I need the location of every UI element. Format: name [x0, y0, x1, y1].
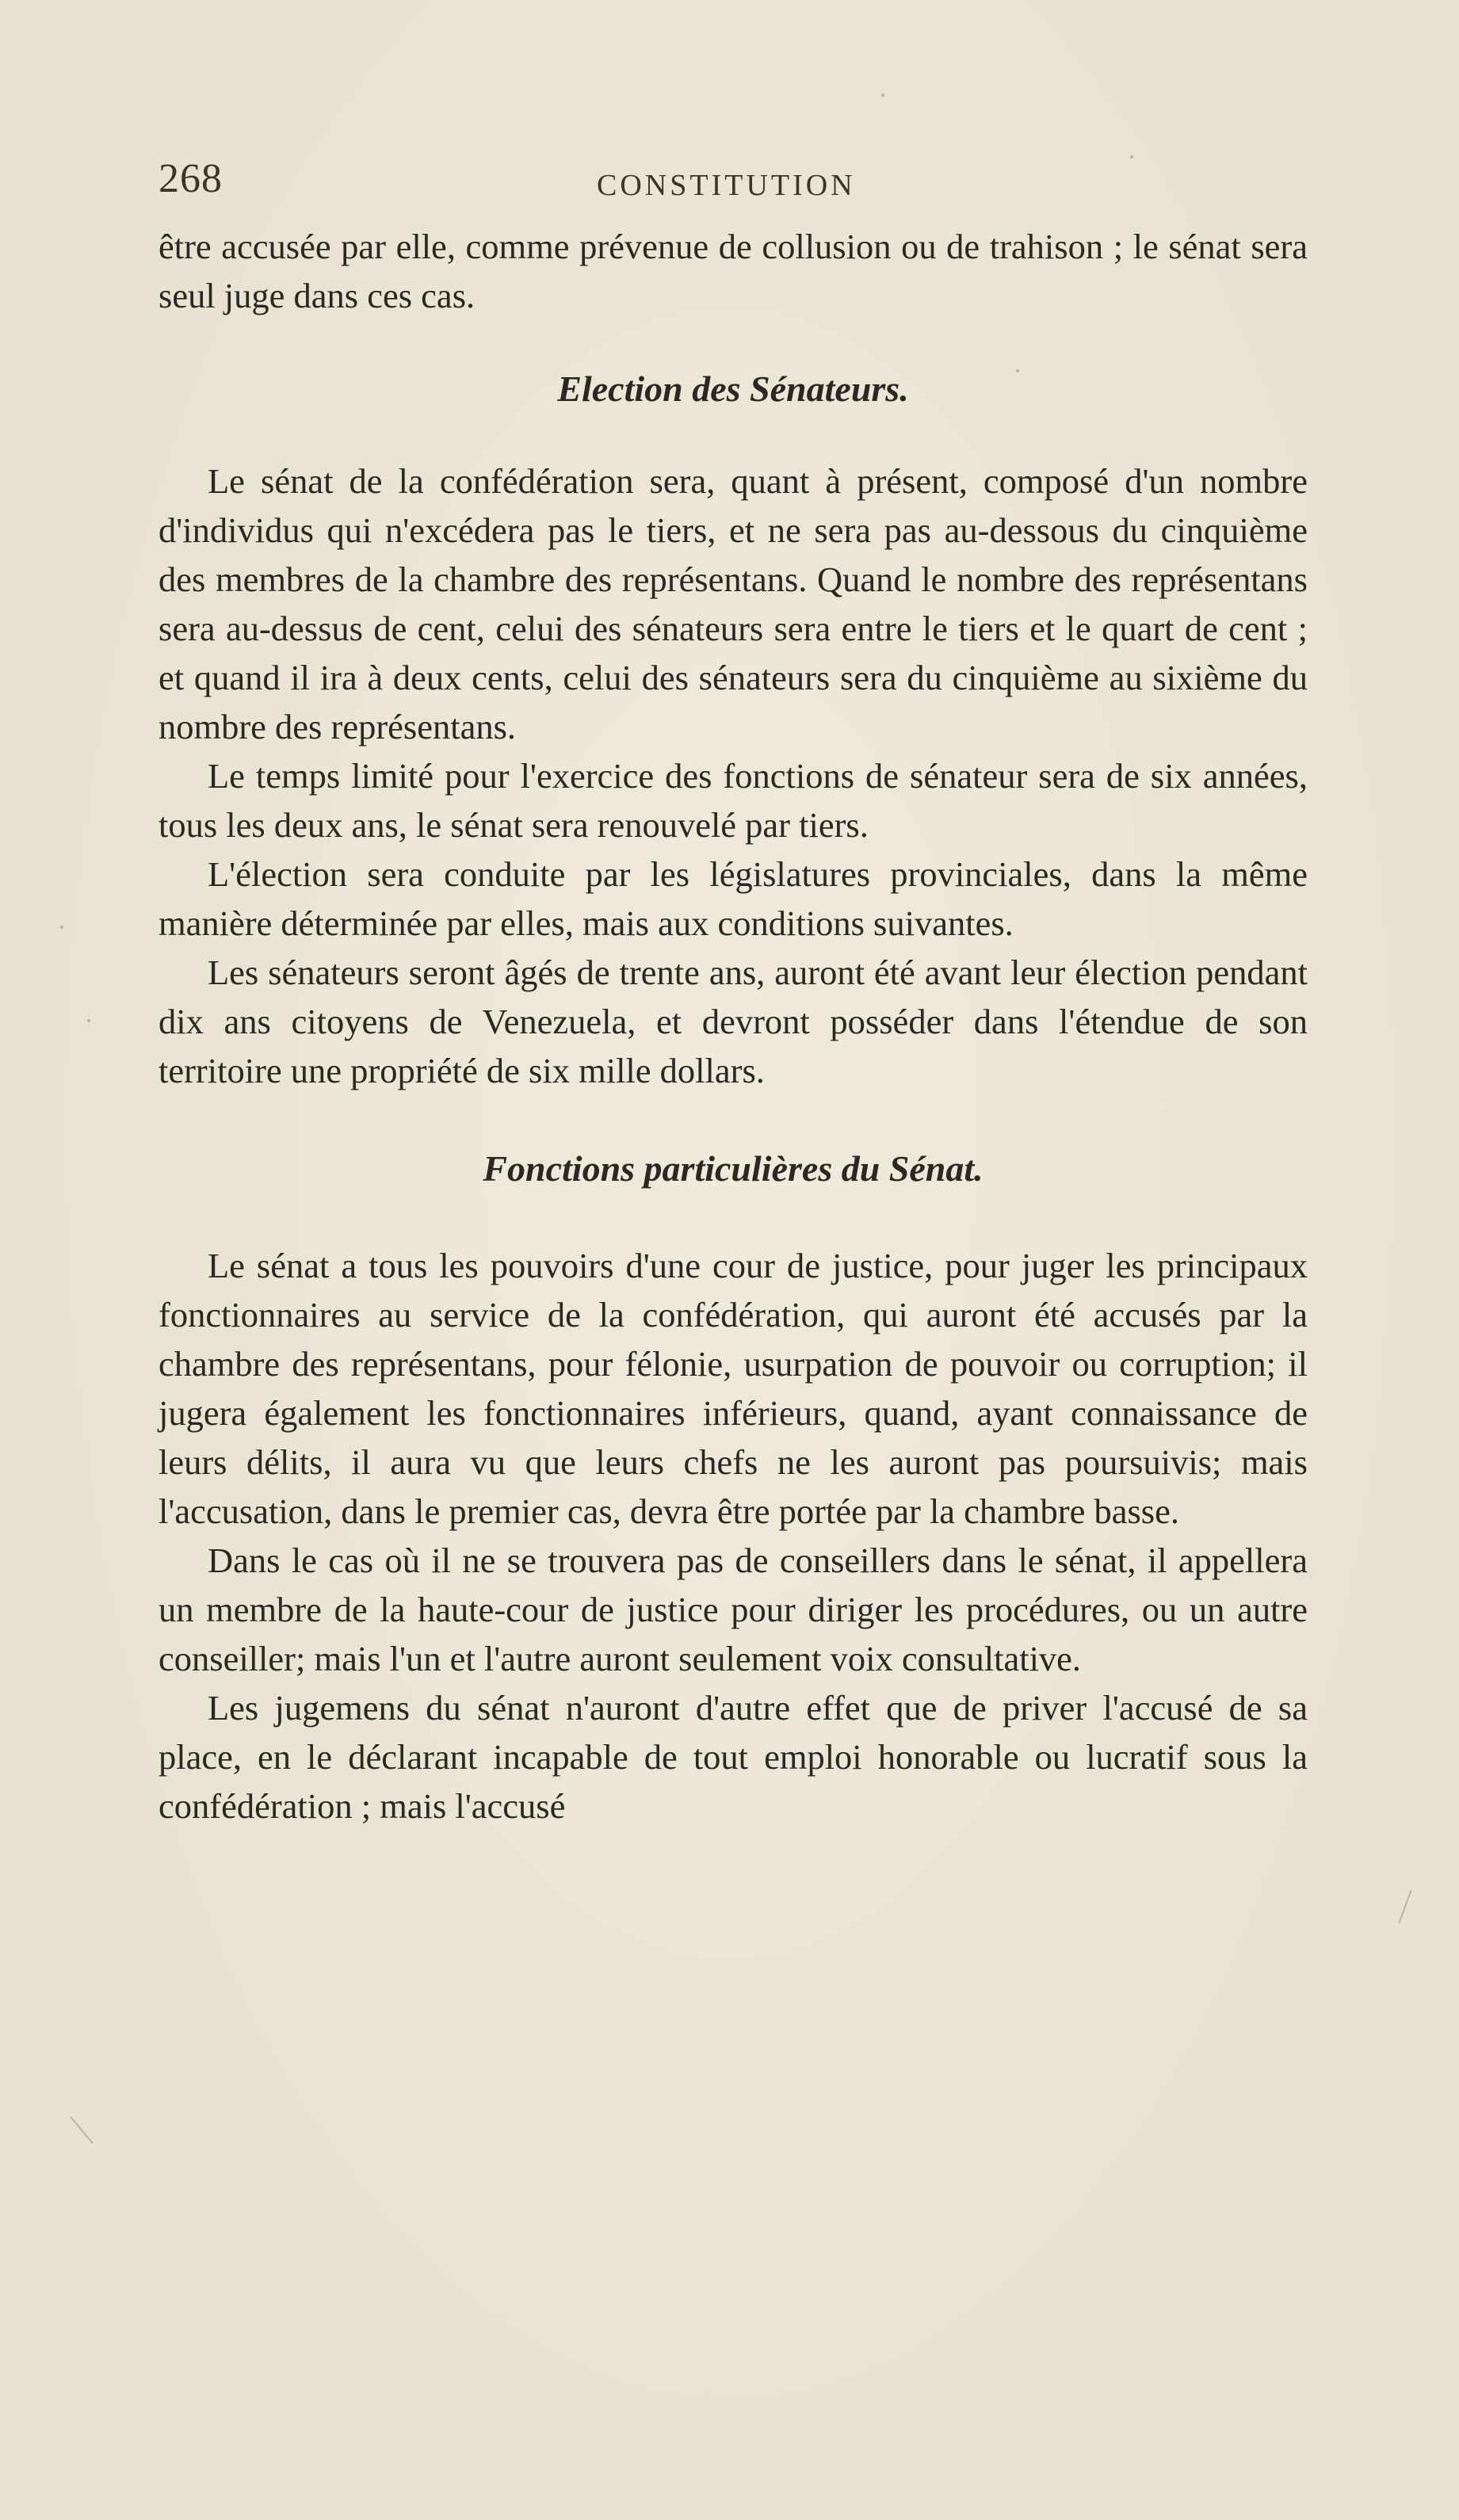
paper-speck	[1130, 155, 1133, 158]
paragraph-senator-qualifications: Les sénateurs seront âgés de trente ans, auront été avant leur élection pendant dix ans citoyens de Venezuela, et devront posséder dans l'étendue de son territoire une propriété de six mille dollars.	[159, 953, 1308, 1090]
paper-speck	[60, 926, 63, 929]
section-title-election: Election des Sénateurs.	[557, 368, 909, 409]
paper-speck	[87, 1019, 90, 1022]
paragraph-judgments: Les jugemens du sénat n'auront d'autre effet que de priver l'accusé de sa place, en le déclarant incapable de tout emploi honorable ou lucratif sous la confédération ; mais l'accusé	[159, 1688, 1308, 1826]
paper-mark	[70, 2117, 94, 2144]
paragraph-election-conduct: L'élection sera conduite par les législatures provinciales, dans la même manière déterminée par elles, mais aux conditions suivantes.	[159, 854, 1308, 943]
continued-paragraph: être accusée par elle, comme prévenue de collusion ou de trahison ; le sénat sera seul juge dans ces cas.	[159, 227, 1308, 315]
running-head: CONSTITUTION	[597, 169, 856, 202]
section-title-functions: Fonctions particulières du Sénat.	[483, 1148, 983, 1189]
page-header	[159, 155, 1308, 219]
page-number: 268	[159, 156, 223, 201]
paper-speck	[1016, 369, 1019, 372]
page-body	[159, 222, 1308, 1831]
paragraph-court-powers: Le sénat a tous les pouvoirs d'une cour de justice, pour juger les principaux fonctionnaires au service de la confédération, qui auront été accusés par la chambre des représentans, pour félonie, usurpation de pouvoir ou corruption; il jugera également les fonctionnaires inférieurs, quand, ayant connaissance de leurs délits, il aura vu que leurs chefs ne les auront pas poursuivis; mais l'accusation, dans le premier cas, devra être portée par la chambre basse.	[159, 1246, 1308, 1531]
paper-speck	[881, 94, 884, 97]
paragraph-counsellors: Dans le cas où il ne se trouvera pas de conseillers dans le sénat, il appellera un membre de la haute-cour de justice pour diriger les procédures, ou un autre conseiller; mais l'un et l'autre auront seulement voix consultative.	[159, 1541, 1308, 1678]
paper-mark	[1399, 1890, 1412, 1923]
paragraph-senate-composition: Le sénat de la confédération sera, quant à présent, composé d'un nombre d'individus qui n'excédera pas le tiers, et ne sera pas au-dessous du cinquième des membres de la chambre des représentans. Quand le nombre des représentans sera au-dessus de cent, celui des sénateurs sera entre le tiers et le quart de cent ; et quand il ira à deux cents, celui des sénateurs sera du cinquième au sixième du nombre des représentans.	[159, 461, 1308, 746]
paragraph-term-of-office: Le temps limité pour l'exercice des fonctions de sénateur sera de six années, tous les deux ans, le sénat sera renouvelé par tiers.	[159, 756, 1308, 845]
